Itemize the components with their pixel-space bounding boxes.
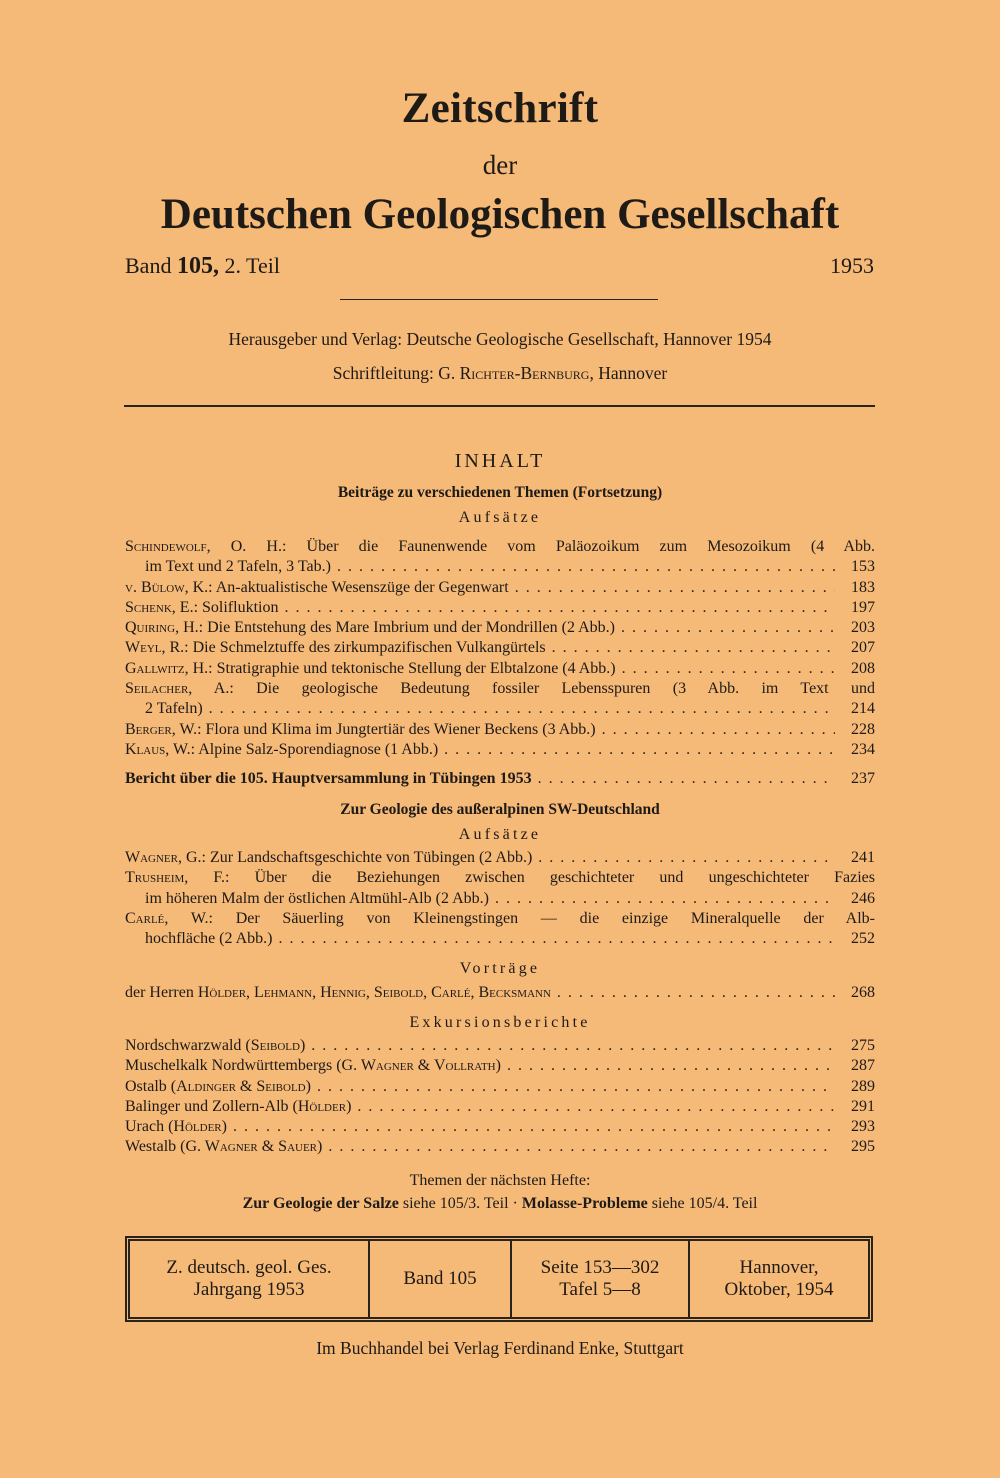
toc-title: , W.: Flora und Klima im Jungtertiär des Wiener Beckens (3 Abb.): [171, 720, 596, 738]
next-issues-heading: Themen der nächsten Hefte:: [409, 1172, 591, 1189]
exkursionen-heading: Exkursionsberichte: [409, 1014, 591, 1031]
vortraege-heading: Vorträge: [459, 960, 541, 977]
toc-title-cont: im Text und 2 Tafeln, 3 Tab.): [145, 558, 331, 576]
toc-entry: [125, 909, 875, 950]
citation-box: [125, 1236, 873, 1322]
section2-entries: [125, 848, 875, 949]
toc-entry: Westalb (G. Wagner & Sauer) . . . 295: [125, 1137, 875, 1157]
next-ref-1: siehe 105/3. Teil ·: [402, 1195, 518, 1212]
journal-title-der: der: [482, 150, 518, 180]
toc-page: 289: [851, 1077, 875, 1095]
band-part: 2. Teil: [224, 253, 280, 278]
vortraege-entry: [125, 983, 875, 1003]
journal-title: Zeitschrift: [401, 85, 599, 132]
toc-page: 287: [851, 1057, 875, 1075]
toc-title-cont: 2 Tafeln): [145, 700, 203, 718]
editor-place: , Hannover: [589, 363, 668, 383]
section2-title: Zur Geologie des außeralpinen SW-Deutschland: [340, 801, 660, 818]
citation-journal: Z. deutsch. geol. Ges. Jahrgang 1953: [130, 1241, 370, 1317]
toc-author: Weyl: [125, 639, 162, 657]
toc-page: 228: [851, 720, 875, 738]
toc-entry: [125, 659, 875, 679]
bericht-title: Bericht über die 105. Hauptversammlung in Tübingen 1953: [125, 770, 532, 787]
citation-volume: Band 105: [370, 1241, 512, 1317]
divider-short: [340, 299, 658, 300]
toc-page: 207: [851, 639, 875, 657]
next-ref-2: siehe 105/4. Teil: [651, 1195, 758, 1212]
toc-entry: Nordschwarzwald (Seibold) . . . 275: [125, 1036, 875, 1056]
toc-page: 183: [851, 578, 875, 596]
section1-subheading: Aufsätze: [458, 509, 542, 526]
toc-title: , O. H.: Über die Faunenwende vom Paläozoikum zum Mesozoikum (4 Abb.: [206, 538, 875, 555]
toc-title: , K.: An-aktualistische Wesenszüge der Gegenwart: [184, 578, 509, 596]
toc-entry: [125, 618, 875, 638]
section1-title: Beiträge zu verschiedenen Themen (Fortsetzung): [337, 484, 663, 501]
toc-page: 197: [851, 598, 875, 616]
toc-page: 208: [851, 659, 875, 677]
vortraege-names: Hölder, Lehmann, Hennig, Seibold, Carlé, Becksmann: [197, 984, 551, 1001]
toc-author: Quiring: [125, 619, 176, 637]
toc-title: , G.: Zur Landschaftsgeschichte von Tübingen (2 Abb.): [178, 849, 533, 866]
toc-entry: [125, 638, 875, 658]
band-number: 105,: [176, 253, 219, 279]
toc-title: , R.: Die Schmelztuffe des zirkumpazifischen Vulkangürtels: [161, 639, 546, 657]
publisher-line: Herausgeber und Verlag: Deutsche Geologische Gesellschaft, Hannover 1954: [228, 329, 772, 349]
divider-long: [124, 405, 875, 407]
toc-title: , E.: Solifluktion: [171, 598, 279, 616]
toc-author: Klaus: [125, 740, 166, 758]
toc-page: 214: [851, 700, 875, 718]
volume-year: 1953: [830, 253, 874, 278]
contents-heading: INHALT: [454, 450, 546, 472]
next-topic-2: Molasse-Probleme: [521, 1195, 648, 1212]
toc-entry: [125, 598, 875, 618]
toc-author: Schenk: [125, 598, 172, 616]
toc-entry: [125, 720, 875, 740]
editor-label: Schriftleitung: G.: [332, 363, 456, 383]
section2-subheading: Aufsätze: [458, 826, 542, 843]
toc-author: Berger: [125, 720, 172, 738]
toc-page: 203: [851, 619, 875, 637]
toc-entry: [125, 679, 875, 720]
toc-author: Gallwitz: [125, 659, 185, 677]
exkursionen-entries: [125, 1036, 875, 1158]
toc-author: Trusheim: [125, 869, 185, 887]
bericht-entry: [125, 769, 875, 789]
toc-entry: [125, 578, 875, 598]
volume-info: [125, 253, 280, 280]
toc-page: 246: [851, 889, 875, 907]
bookshop-publisher: Im Buchhandel bei Verlag Ferdinand Enke, Stuttgart: [316, 1338, 684, 1358]
toc-title: , W.: Alpine Salz-Sporendiagnose (1 Abb.): [165, 740, 439, 758]
toc-title-cont: im höheren Malm der östlichen Altmühl-Alb (2 Abb.): [145, 889, 489, 907]
toc-entry: Muschelkalk Nordwürttembergs (G. Wagner & Vollrath) . . . 287: [125, 1056, 875, 1076]
toc-title: , H.: Die Entstehung des Mare Imbrium und der Mondrillen (2 Abb.): [175, 619, 615, 637]
toc-entry: [125, 848, 875, 868]
editor-line: [0, 363, 1000, 384]
toc-title-cont: hochfläche (2 Abb.): [145, 930, 273, 948]
toc-page: 268: [851, 984, 875, 1001]
society-name: Deutschen Geologischen Gesellschaft: [160, 191, 840, 238]
toc-title: , W.: Der Säuerling von Kleinengstingen — die einzige Mineralquelle der Alb-: [164, 909, 875, 927]
band-prefix: Band: [125, 253, 172, 278]
toc-author: Seilacher: [125, 680, 189, 698]
toc-author: Wagner: [125, 849, 178, 866]
section1-entries: [125, 537, 875, 760]
toc-page: 295: [851, 1138, 875, 1156]
toc-page: 241: [851, 849, 875, 866]
toc-title: , F.: Über die Beziehungen zwischen geschichteter und ungeschichteter Fazies: [184, 869, 875, 887]
toc-author: v. Bülow: [125, 578, 185, 596]
toc-page: 293: [851, 1118, 875, 1136]
toc-page: 291: [851, 1097, 875, 1115]
toc-entry: Ostalb (Aldinger & Seibold) . . . 289: [125, 1077, 875, 1097]
vortraege-prefix: der Herren: [125, 984, 194, 1001]
citation-pages: Seite 153—302 Tafel 5—8: [512, 1241, 690, 1317]
toc-page: 237: [851, 770, 875, 787]
next-issues-topics: [0, 1195, 1000, 1213]
toc-page: 252: [851, 930, 875, 948]
toc-entry: [125, 740, 875, 760]
toc-page: 153: [851, 558, 875, 576]
next-topic-1: Zur Geologie der Salze: [242, 1195, 399, 1212]
toc-entry: Balinger und Zollern-Alb (Hölder) . . . 291: [125, 1097, 875, 1117]
toc-title: , H.: Stratigraphie und tektonische Stellung der Elbtalzone (4 Abb.): [184, 659, 616, 677]
toc-author: Schindewolf: [125, 538, 207, 555]
toc-title: , A.: Die geologische Bedeutung fossiler Lebensspuren (3 Abb. im Text und: [188, 680, 875, 698]
toc-entry: [125, 537, 875, 578]
toc-entry: Urach (Hölder) . . . 293: [125, 1117, 875, 1137]
citation-place-date: Hannover, Oktober, 1954: [724, 1257, 834, 1300]
editor-name: Richter-Bernburg: [459, 363, 590, 383]
toc-entry: [125, 868, 875, 909]
toc-author: Carlé: [125, 909, 165, 927]
toc-page: 234: [851, 740, 875, 758]
toc-page: 275: [851, 1037, 875, 1054]
